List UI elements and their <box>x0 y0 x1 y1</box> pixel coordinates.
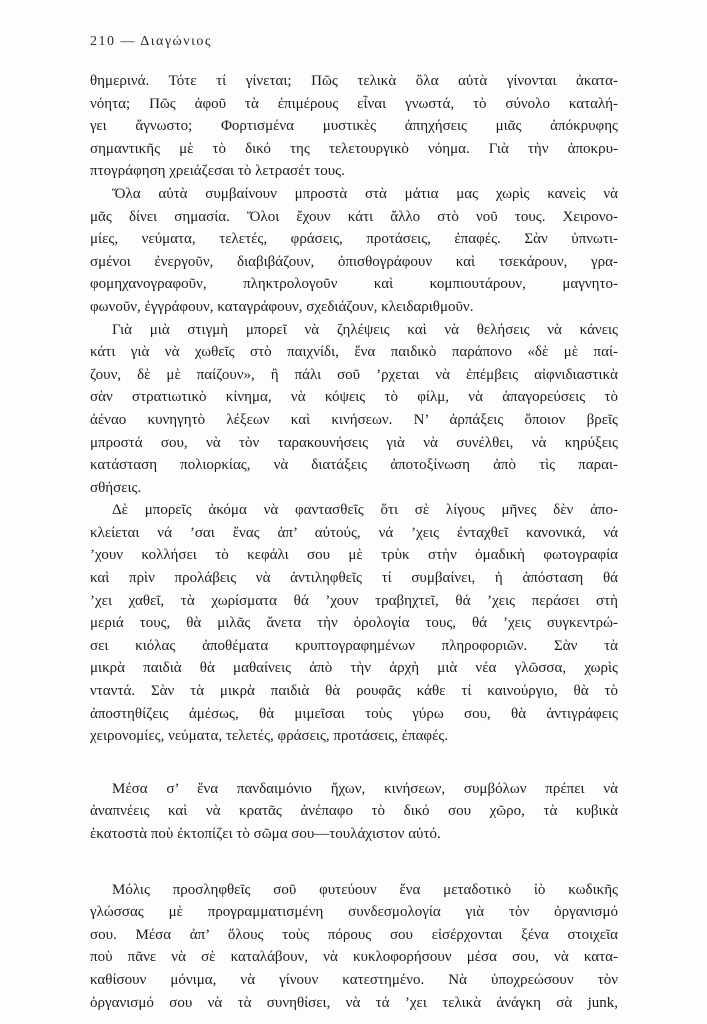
text-line: κατάσταση πολιορκίας, νὰ διατάξεις ἀποτοξίνωση ἀπὸ τὶς παραι- <box>90 457 618 474</box>
text-line: ζουν, δὲ μὲ παίζουν», ἢ πάλι σοῦ ’ρχεται νὰ ἐπέμβεις αἰφνιδιαστικὰ <box>90 366 618 383</box>
text-line: γει ἄγνωστο; Φορτισμένα μυστικὲς ἀπηχήσεις μιᾶς ἀπόκρυφης <box>90 118 618 135</box>
text-line: Δὲ μπορεῖς ἀκόμα νὰ φαντασθεῖς ὅτι σὲ λίγους μῆνες δὲν ἀπο- <box>112 502 618 519</box>
text-line: σημαντικῆς μὲ τὸ δικό της τελετουργικὸ νόημα. Γιὰ τὴν ἀποκρυ- <box>90 140 618 157</box>
text-line: γλώσσας μὲ προγραμματισμένη συνδεσμολογία γιὰ τὸν ὀργανισμό <box>90 904 618 921</box>
text-line: νόητα; Πῶς ἀφοῦ τὰ ἐπιμέρους εἶναι γνωστά, τὸ σύνολο καταλή- <box>90 95 618 112</box>
text-line: ’χουν κολλήσει τὸ κεφάλι σου μὲ τρὺκ στὴν ὁμαδικὴ φωτογραφία <box>90 547 618 564</box>
paragraph <box>90 879 618 1015</box>
text-line: Μόλις προσληφθεῖς σοῦ φυτεύουν ἕνα μεταδοτικὸ ἰὸ κωδικῆς <box>112 881 618 898</box>
running-head: 210 — Διαγώνιος <box>90 34 212 49</box>
text-line: σει κιόλας ἀποθέματα κρυπτογραφημένων πληροφοριῶν. Σὰν τὰ <box>90 637 618 654</box>
text-line: ἑκατοστὰ ποὺ ἐκτοπίζει τὸ σῶμα σου—τουλάχιστον αὐτό. <box>90 826 441 842</box>
text-line: μᾶς δίνει σημασία. Ὅλοι ἔχουν κάτι ἄλλο στὸ νοῦ τους. Χειρονο- <box>90 208 618 225</box>
text-line: σμένοι ἐνεργοῦν, διαβιβάζουν, ὀπισθογράφουν καὶ τσεκάρουν, γρα- <box>90 253 618 270</box>
text-line: ἀναπνέεις καὶ νὰ κρατᾶς ἀνέπαφο τὸ δικό σου χῶρο, τὰ κυβικὰ <box>90 803 618 820</box>
text-line: νταντά. Σὰν τὰ μικρὰ παιδιὰ θὰ ρουφᾶς κάθε τί καινούργιο, θὰ τὸ <box>90 683 618 700</box>
paragraph <box>90 183 618 319</box>
paragraph <box>90 70 618 183</box>
paragraph <box>90 778 618 846</box>
text-line: ἀποστηθίζεις ἀμέσως, θὰ μιμεῖσαι τοὺς γύρω σου, θὰ ἀντιγράφεις <box>90 705 618 722</box>
text-line: σθήσεις. <box>90 479 142 496</box>
paragraph <box>90 499 618 748</box>
body-text <box>90 70 618 1014</box>
text-line: καὶ πρὶν προλάβεις νὰ ἀντιληφθεῖς τί συμβαίνει, ἡ ἀπόσταση θά <box>90 570 618 587</box>
text-line: φομηχανογραφοῦν, πληκτρολογοῦν καὶ κομπιουτάρουν, μαγνητο- <box>90 276 618 293</box>
text-line: μπροστά σου, νὰ τὸν ταρακουνήσεις γιὰ νὰ συνέλθει, νὰ κηρύξεις <box>90 434 618 451</box>
text-line: σὰν στρατιωτικὸ κίνημα, νὰ κόψεις τὸ φίλμ, νὰ ἀπαγορεύσεις τὸ <box>90 389 618 406</box>
text-line: μεριά τους, θὰ μιλᾶς ἄνετα τὴν ὁρολογία τους, θά ’χεις συγκεντρώ- <box>90 615 618 632</box>
text-line: κλείεται νά ’σαι ἕνας ἀπ’ αὐτούς, νά ’χεις ἐνταχθεῖ κανονικά, νά <box>90 524 618 541</box>
text-line: θημερινά. Τότε τί γίνεται; Πῶς τελικὰ ὅλα αὐτὰ γίνονται ἀκατα- <box>90 73 618 89</box>
text-line: ποὺ πᾶνε νὰ σὲ καταλάβουν, νὰ κυκλοφορήσουν μέσα σου, νὰ κατα- <box>90 949 618 966</box>
text-line: ὀργανισμό σου νὰ τὰ συνηθίσει, νὰ τά ’χει τελικὰ ἀνάγκη σὰ junk, <box>90 994 618 1011</box>
text-line: Γιὰ μιὰ στιγμὴ μπορεῖ νὰ ζηλέψεις καὶ νὰ θελήσεις νὰ κάνεις <box>112 321 618 338</box>
text-line: χειρονομίες, νεύματα, τελετές, φράσεις, προτάσεις, ἐπαφές. <box>90 728 449 745</box>
text-line: σου. Μέσα ἀπ’ ὅλους τοὺς πόρους σου εἰσέρχονται ξένα στοιχεῖα <box>90 926 618 943</box>
text-line: φωνοῦν, ἐγγράφουν, καταγράφουν, σχεδιάζουν, κλειδαριθμοῦν. <box>90 298 474 315</box>
text-line: κάτι γιὰ νὰ χωθεῖς στὸ παιχνίδι, ἕνα παιδικὸ παράπονο «δὲ μὲ παί- <box>90 344 618 361</box>
text-line: ’χει χαθεῖ, τὰ χωρίσματα θά ’χουν τραβηχτεῖ, θά ’χεις περάσει στὴ <box>90 592 618 609</box>
text-line: πτογράφηση χρειάζεσαι τὸ λετρασέτ τους. <box>90 163 345 180</box>
text-line: μικρὰ παιδιὰ θὰ μαθαίνεις ἀπὸ τὴν ἀρχὴ μιὰ νέα γλῶσσα, χωρὶς <box>90 660 618 677</box>
text-line: ἀέναο κυνηγητὸ λέξεων καὶ κινήσεων. Ν’ ἀρπάξεις ὅποιον βρεῖς <box>90 411 618 428</box>
text-line: Ὅλα αὐτὰ συμβαίνουν μπροστὰ στὰ μάτια μας χωρὶς κανεὶς νὰ <box>112 185 618 202</box>
text-line: καθίσουν μόνιμα, νὰ γίνουν κατεστημένο. Νὰ ὑποχρεώσουν τὸν <box>90 971 618 988</box>
text-line: μίες, νεύματα, τελετές, φράσεις, προτάσεις, ἐπαφές. Σὰν ὑπνωτι- <box>90 231 618 248</box>
text-line: Μέσα σ’ ἕνα πανδαιμόνιο ἤχων, κινήσεων, συμβόλων πρέπει νὰ <box>112 780 618 797</box>
paragraph <box>90 319 618 500</box>
